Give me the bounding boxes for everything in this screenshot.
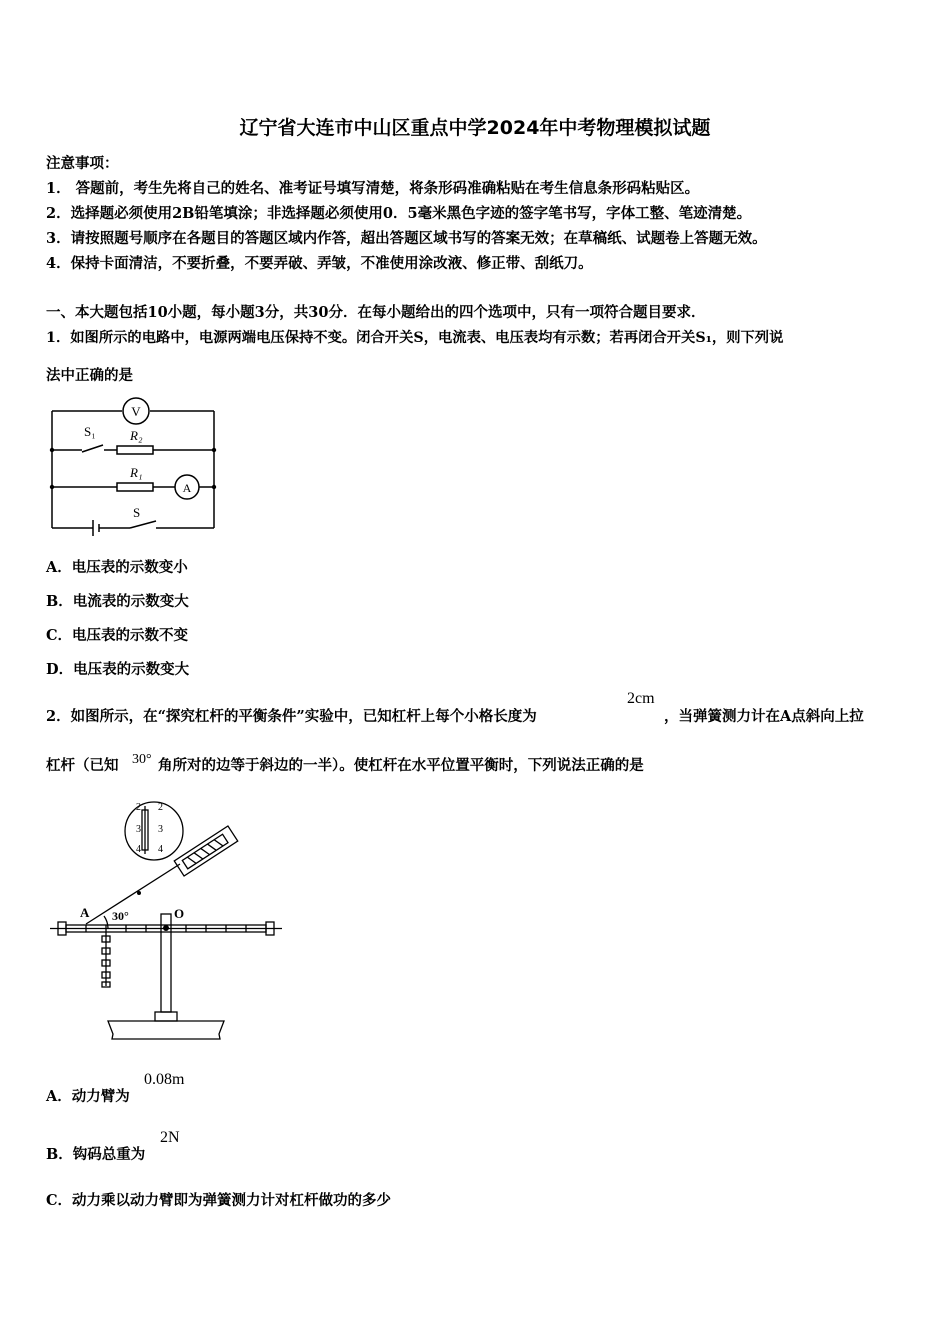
q1-option-d: D．电压表的示数变大 [46,661,190,678]
notice-item: 1． 答题前，考生先将自己的姓名、准考证号填写清楚，将条形码准确粘贴在考生信息条形码粘贴区。 [46,180,700,197]
scale-mark-label: 4 [158,844,163,855]
q1-stem-line1: 1．如图所示的电路中，电源两端电压保持不变。闭合开关S，电流表、电压表均有示数；若再闭合开关S₁，则下列说 [46,330,784,346]
circuit-diagram [44,396,224,536]
scale-mark-label: 2 [136,802,141,813]
point-o-label: O [174,906,185,921]
scale-mark-label: 2 [158,802,163,813]
q2-option-b-formula: 2N [160,1129,180,1146]
notice-item: 2．选择题必须使用2B铅笔填涂；非选择题必须使用0．5毫米黑色字迹的签字笔书写，字体工整、笔迹清楚。 [46,205,752,222]
switch-s1-label: S₁ [84,424,96,439]
notice-item: 4．保持卡面清洁，不要折叠，不要弄破、弄皱，不准使用涂改液、修正带、刮纸刀。 [46,255,593,272]
angle-label: 30° [112,909,129,923]
ammeter-label: A [182,481,192,495]
q1-option-c: C．电压表的示数不变 [46,627,189,644]
point-a-label: A [80,905,90,920]
section-heading: 一、本大题包括10小题，每小题3分，共30分．在每小题给出的四个选项中，只有一项符合题目要求． [46,304,706,321]
scale-mark-label: 4 [136,844,141,855]
q1-option-a: A．电压表的示数变小 [46,559,188,576]
q1-stem-line2: 法中正确的是 [46,367,133,384]
notice-item: 3．请按照题号顺序在各题目的答题区域内作答，超出答题区域书写的答案无效；在草稿纸、试题卷上答题无效。 [46,230,767,247]
q2-option-c: C．动力乘以动力臂即为弹簧测力计对杠杆做功的多少 [46,1192,392,1209]
q2-stem-line1a: 2．如图所示，在“探究杠杆的平衡条件”实验中，已知杠杆上每个小格长度为 [46,708,537,725]
scale-mark-label: 3 [136,824,141,835]
page-title: 辽宁省大连市中山区重点中学2024年中考物理模拟试题 [239,117,711,139]
scale-mark-label: 3 [158,824,163,835]
resistor-r2-label: R₂ [130,428,143,443]
switch-s-label: S [133,505,141,520]
q2-stem-line1b: ，当弹簧测力计在A点斜向上拉 [664,708,864,725]
voltmeter-label: V [131,404,141,419]
q2-stem-angle: 30° [132,752,152,767]
q2-option-a-formula: 0.08m [144,1071,185,1088]
q2-option-a: A．动力臂为 [46,1088,130,1105]
q2-stem-length: 2cm [627,690,655,707]
lever-diagram [46,796,286,1046]
q1-option-b: B．电流表的示数变大 [46,593,189,610]
scale-magnifier-circle [125,802,183,860]
q2-stem-line2b: 角所对的边等于斜边的一半）。使杠杆在水平位置平衡时，下列说法正确的是 [158,757,644,774]
resistor-r1-label: R₁ [130,465,143,480]
notice-heading: 注意事项： [46,155,119,172]
q2-stem-line2a: 杠杆（已知 [46,757,119,774]
q2-option-b: B．钩码总重为 [46,1146,146,1163]
